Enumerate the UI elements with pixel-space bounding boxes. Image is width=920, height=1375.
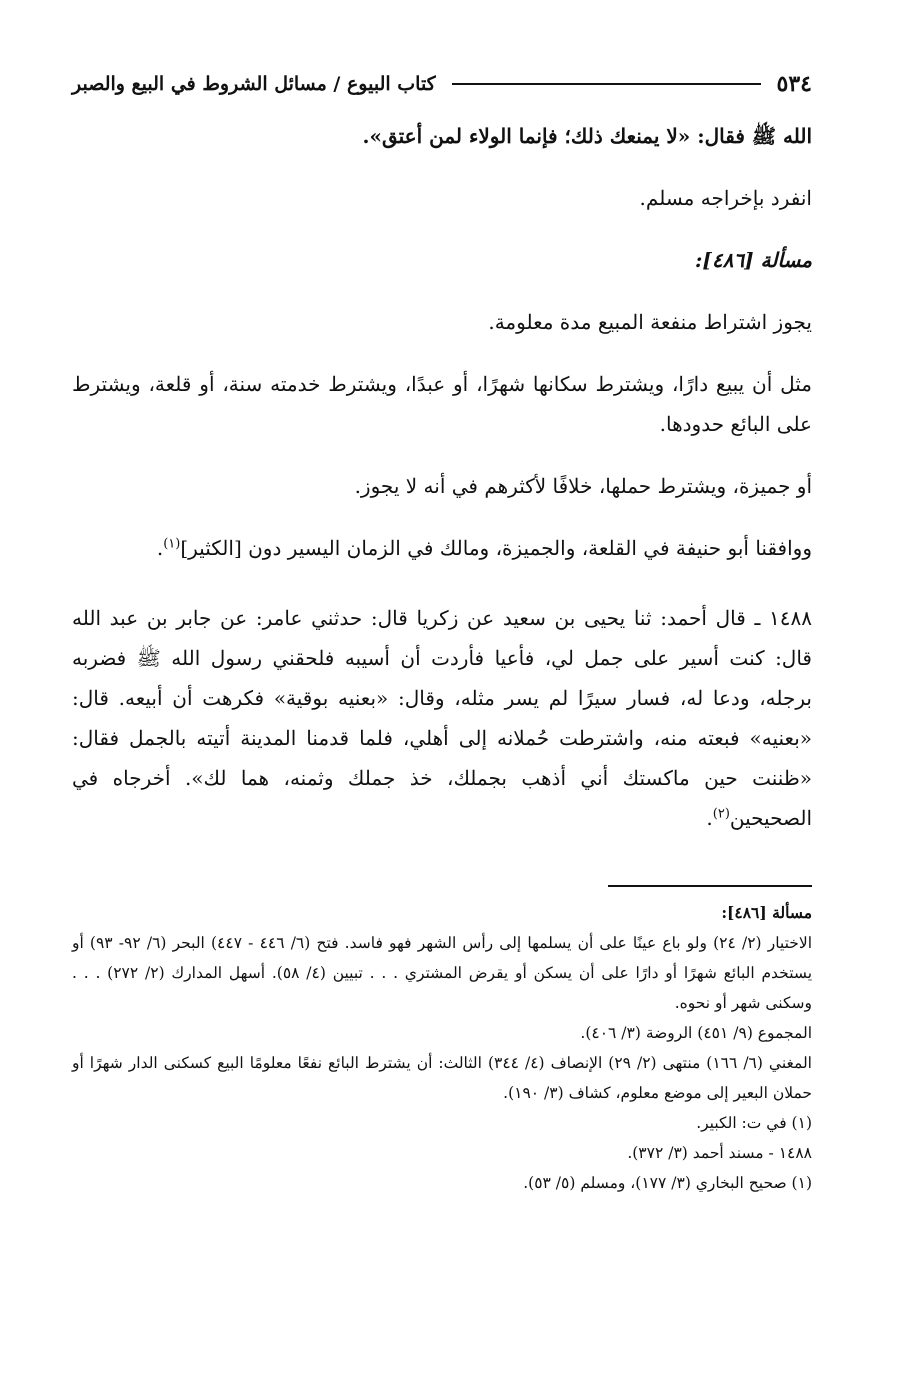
paragraph-agreement [72,528,812,568]
footnote-1: (١) في ت: الكبير. [696,1114,812,1132]
footnote-ref-1: (١) [163,536,181,552]
paragraph-hadith-end: الله ﷺ فقال: «لا يمنعك ذلك؛ فإنما الولاء لمن أعتق». [362,124,812,148]
issue-heading: مسألة [٤٨٦]: [695,248,812,272]
footnote-1488: ١٤٨٨ - مسند أحمد (٣/ ٣٧٢). [627,1144,812,1162]
hadith-end: . [706,806,713,830]
footnote-hanafi: الاختيار (٢/ ٢٤) ولو باع عينًا على أن يسلمها إلى رأس الشهر فهو فاسد. فتح (٦/ ٤٤٦ - ٤٤٧) البحر (٦/ ٩٢- ٩٣) أو يستخدم البائع شهرًا أو دارًا على أن يسكن أو يقرض المشتري . . . تبيين (٤/ ٥٨). أسهل المدارك (٢/ ٢٧٢) . . . وسكنى شهر أو نحوه. [72,934,813,1012]
hadith-text: ١٤٨٨ ـ قال أحمد: ثنا يحيى بن سعيد عن زكريا قال: حدثني عامر: عن جابر بن عبد الله قال: كنت أسير على جمل لي، فأعيا فأردت أن أسيبه فلحقني رسول الله ﷺ فضربه برجله، ودعا له، فسار سيرًا لم يسر مثله، وقال: «بعنيه بوقية» فكرهت أن أبيعه. قال: «بعنيه» فبعته منه، واشترطت حُملانه إلى أهلي، فلما قدمنا المدينة أتيته بالجمل فقال: «ظننت حين ماكستك أني أذهب بجملك، خذ جملك وثمنه، هما لك». أخرجاه في الصحيحين [72,606,812,830]
footnote-ref-2: (٢) [712,806,730,822]
footnote-heading: مسألة [٤٨٦]: [721,903,812,922]
paragraph-hadith-1488 [72,598,812,838]
running-header [72,64,812,104]
footnote-hanbali: المغني (٦/ ١٦٦) منتهى (٢/ ٢٩) الإنصاف (٤/ ٣٤٤) الثالث: أن يشترط البائع نفعًا معلومًا البيع كسكنى الدار شهرًا أو حملان البعير إلى موضع معلوم، كشاف (٣/ ١٩٠). [72,1054,812,1102]
agreement-text: ووافقنا أبو حنيفة في القلعة، والجميزة، ومالك في الزمان اليسير دون [الكثير] [180,536,812,560]
paragraph-example: مثل أن يبيع دارًا، ويشترط سكانها شهرًا، أو عبدًا، ويشترط خدمته سنة، أو قلعة، ويشترط على البائع حدودها. [72,372,812,436]
paragraph-ruling: يجوز اشتراط منفعة المبيع مدة معلومة. [488,310,812,334]
page-number: ٥٣٤ [776,71,812,97]
paragraph-jummayza: أو جميزة، ويشترط حملها، خلافًا لأكثرهم في أنه لا يجوز. [354,474,812,498]
footnote-separator [608,885,812,887]
running-title: كتاب البيوع / مسائل الشروط في البيع والصبر [72,73,436,95]
paragraph-takhrij: انفرد بإخراجه مسلم. [639,186,812,210]
header-rule [452,83,761,85]
footnote-shafii: المجموع (٩/ ٤٥١) الروضة (٣/ ٤٠٦). [580,1024,812,1042]
footnotes [72,898,812,1198]
agreement-end: . [156,536,164,560]
main-text [72,116,812,838]
footnote-2: (١) صحيح البخاري (٣/ ١٧٧)، ومسلم (٥/ ٥٣). [523,1174,812,1192]
